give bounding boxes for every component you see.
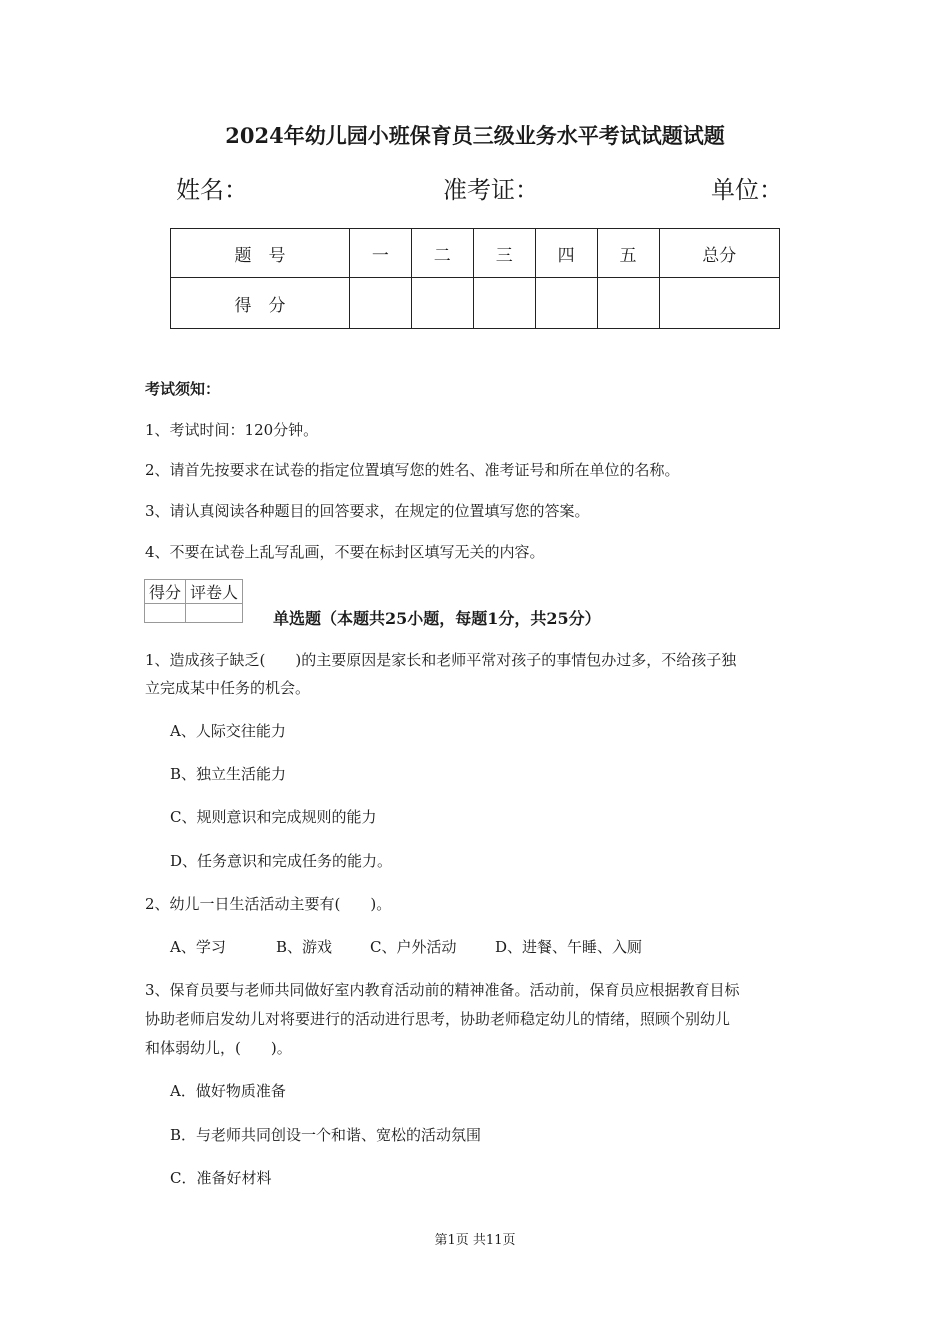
- score-header-cell: 总分: [659, 229, 779, 278]
- score-header-cell: 二: [411, 229, 473, 278]
- answer-option: C．准备好材料: [170, 1169, 272, 1187]
- question-text: 立完成某中任务的机会。: [145, 679, 311, 697]
- score-cell: [659, 278, 779, 329]
- exam-id-label: 准考证：: [443, 176, 539, 204]
- score-cell: [473, 278, 535, 329]
- grader-name-cell: [186, 604, 243, 623]
- score-table: [170, 228, 780, 329]
- score-cell: [349, 278, 411, 329]
- score-header-cell: 四: [535, 229, 597, 278]
- notice-item: 2、请首先按要求在试卷的指定位置填写您的姓名、准考证号和所在单位的名称。: [145, 461, 680, 479]
- score-cell: [411, 278, 473, 329]
- answer-option: D、进餐、午睡、入厕: [495, 938, 643, 956]
- score-header-cell: 一: [349, 229, 411, 278]
- name-label: 姓名：: [176, 176, 248, 204]
- question-text: 协助老师启发幼儿对将要进行的活动进行思考，协助老师稳定幼儿的情绪，照顾个别幼儿: [145, 1010, 731, 1028]
- unit-label: 单位：: [711, 176, 783, 204]
- question-text: 1、造成孩子缺乏( )的主要原因是家长和老师平常对孩子的事情包办过多，不给孩子独: [145, 651, 737, 669]
- answer-option: A、学习: [170, 938, 226, 956]
- grader-box: [144, 579, 243, 623]
- score-cell: [535, 278, 597, 329]
- notice-item: 1、考试时间：120分钟。: [145, 421, 319, 439]
- question-text: 2、幼儿一日生活活动主要有( )。: [145, 895, 392, 913]
- notice-heading: 考试须知：: [145, 380, 221, 398]
- score-header-cell: 三: [473, 229, 535, 278]
- notice-item: 4、不要在试卷上乱写乱画，不要在标封区填写无关的内容。: [145, 543, 545, 561]
- score-row-label: 得 分: [171, 278, 350, 329]
- answer-option: A、人际交往能力: [170, 722, 286, 740]
- grader-score-label: 得分: [145, 580, 186, 604]
- question-text: 和体弱幼儿，( )。: [145, 1039, 292, 1057]
- section-title: 单选题（本题共25小题，每题1分，共25分）: [273, 609, 601, 628]
- score-header-cell: 题 号: [171, 229, 350, 278]
- notice-item: 3、请认真阅读各种题目的回答要求，在规定的位置填写您的答案。: [145, 502, 590, 520]
- grader-name-label: 评卷人: [186, 580, 243, 604]
- document-title: 2024年幼儿园小班保育员三级业务水平考试试题试题: [225, 123, 725, 148]
- answer-option: D、任务意识和完成任务的能力。: [170, 852, 393, 870]
- answer-option: B．与老师共同创设一个和谐、宽松的活动氛围: [170, 1126, 482, 1144]
- answer-option: B、游戏: [276, 938, 333, 956]
- score-cell: [597, 278, 659, 329]
- grader-score-cell: [145, 604, 186, 623]
- page-footer: 第1页 共11页: [434, 1233, 516, 1248]
- answer-option: C、规则意识和完成规则的能力: [170, 808, 377, 826]
- score-header-cell: 五: [597, 229, 659, 278]
- question-text: 3、保育员要与老师共同做好室内教育活动前的精神准备。活动前，保育员应根据教育目标: [145, 981, 740, 999]
- answer-option: B、独立生活能力: [170, 765, 287, 783]
- answer-option: A．做好物质准备: [170, 1082, 286, 1100]
- answer-option: C、户外活动: [370, 938, 457, 956]
